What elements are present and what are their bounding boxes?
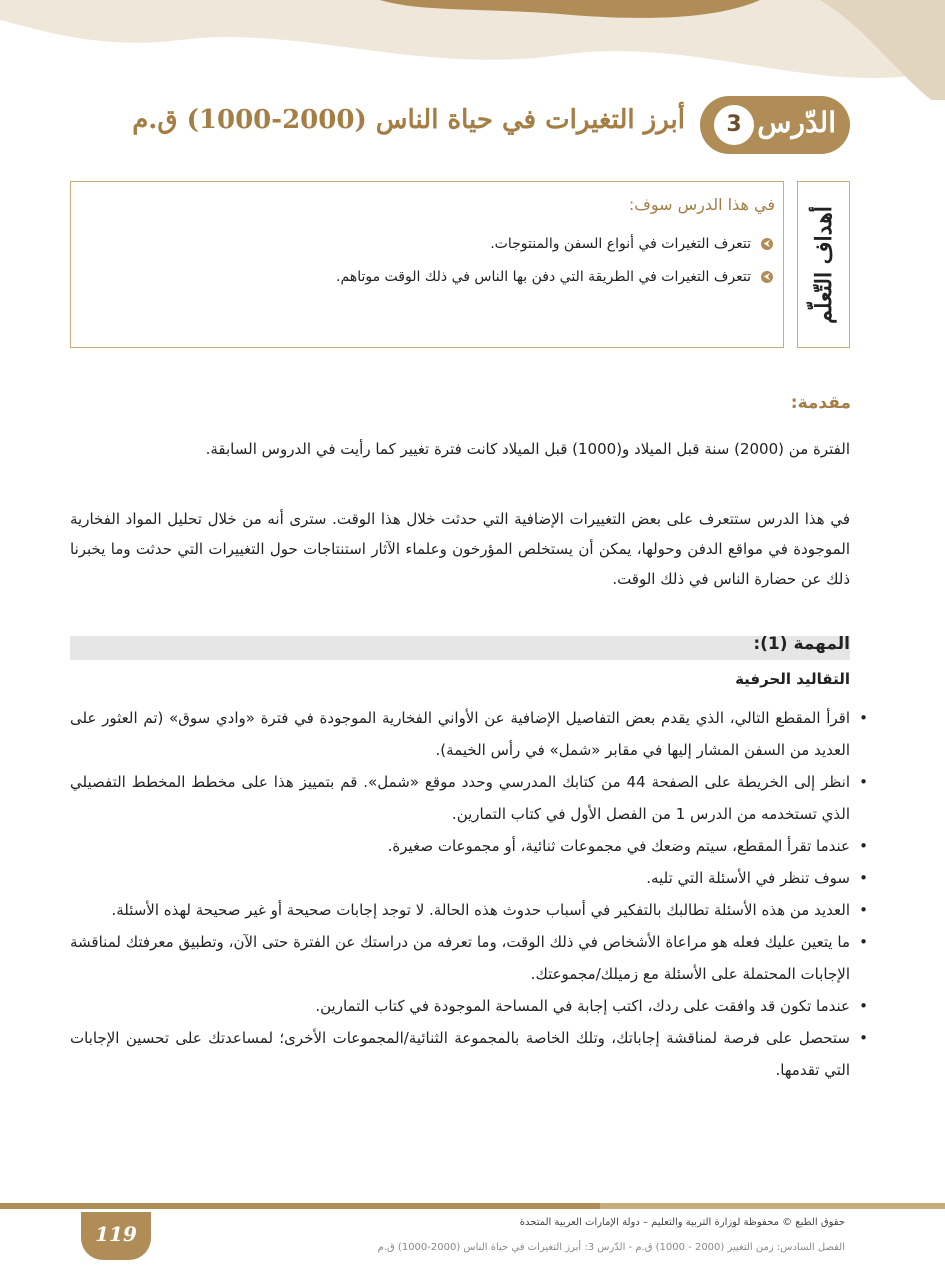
lesson-label: الدّرس bbox=[757, 106, 836, 139]
footer-divider bbox=[0, 1200, 945, 1212]
arrow-bullet-icon: ⮜ bbox=[761, 238, 773, 250]
task-subheading: التقاليد الحرفية bbox=[735, 670, 850, 688]
intro-heading: مقدمة: bbox=[790, 393, 851, 413]
footer-copyright: حقوق الطبع © محفوظة لوزارة التربية والتعليم – دولة الإمارات العربية المتحدة bbox=[519, 1217, 845, 1228]
intro-paragraph: الفترة من (2000) سنة قبل الميلاد و(1000) قبل الميلاد كانت فترة تغيير كما رأيت في الدروس السابقة. bbox=[205, 440, 850, 458]
lesson-label-pill bbox=[700, 96, 850, 154]
header-wave-decoration bbox=[0, 0, 945, 100]
task-heading-bar bbox=[70, 636, 850, 660]
lesson-number: 3 bbox=[714, 105, 754, 145]
footer-chapter-title: الفصل السادس: زمن التغيير (2000 - 1000) ق.م - الدّرس 3: أبرز التغيرات في حياة الناس (2000-1000) ق.م bbox=[377, 1242, 845, 1253]
task-instructions-list bbox=[70, 702, 850, 1086]
intro-paragraph: في هذا الدرس ستتعرف على بعض التغييرات الإضافية التي حدثت خلال هذا الوقت. سترى أنه من خلال تحليل المواد الفخارية الموجودة في مواقع الدفن وحولها، يمكن أن يستخلص المؤرخون وعلماء الآثار استنتاجات حول التغييرات التي حدثت وما يخبرنا ذلك عن حضارة الناس في ذلك الوقت. bbox=[70, 510, 850, 588]
arrow-bullet-icon: ⮜ bbox=[761, 271, 773, 283]
learning-goals-list bbox=[336, 232, 773, 298]
page-number: 119 bbox=[95, 1222, 137, 1246]
list-item: عندما تكون قد وافقت على ردك، اكتب إجابة في المساحة الموجودة في كتاب التمارين. • bbox=[70, 990, 850, 1022]
list-item: ما يتعين عليك فعله هو مراعاة الأشخاص في ذلك الوقت، وما تعرفه من دراستك عن الفترة حتى الآن، وتطبيق معرفتك لمناقشة الإجابات المحتملة على الأسئلة مع زميلك/مجموعتك. • bbox=[70, 926, 850, 990]
list-item: العديد من هذه الأسئلة تطالبك بالتفكير في أسباب حدوث هذه الحالة. لا توجد إجابات صحيحة أو غير صحيحة لهذه الأسئلة. • bbox=[70, 894, 850, 926]
learning-goals-side-label-box bbox=[797, 181, 850, 348]
task-title: المهمة (1): bbox=[753, 634, 850, 654]
learning-goal-item: ⮜تتعرف التغيرات في الطريقة التي دفن بها الناس في ذلك الوقت موتاهم. bbox=[336, 265, 773, 298]
learning-goal-item: ⮜تتعرف التغيرات في أنواع السفن والمنتوجات. bbox=[336, 232, 773, 265]
list-item: عندما تقرأ المقطع، سيتم وضعك في مجموعات ثنائية، أو مجموعات صغيرة. • bbox=[70, 830, 850, 862]
learning-goals-label: أهداف التّعلّم bbox=[810, 205, 837, 324]
page-number-tab bbox=[81, 1212, 151, 1260]
learning-goals-heading: في هذا الدرس سوف: bbox=[628, 195, 775, 214]
learning-goals-box bbox=[70, 181, 784, 348]
list-item: ستحصل على فرصة لمناقشة إجاباتك، وتلك الخاصة بالمجموعة الثنائية/المجموعات الأخرى؛ لمساعدتك على تحسين الإجابات التي تقدمها. • bbox=[70, 1022, 850, 1086]
list-item: اقرأ المقطع التالي، الذي يقدم بعض التفاصيل الإضافية عن الأواني الفخارية الموجودة في فترة «وادي سوق» (تم العثور على العديد من السفن المشار إليها في مقابر «شمل» في رأس الخيمة). • bbox=[70, 702, 850, 766]
list-item: سوف تنظر في الأسئلة التي تليه. • bbox=[70, 862, 850, 894]
lesson-title: أبرز التغيرات في حياة الناس (2000-1000) ق.م bbox=[132, 105, 685, 135]
lesson-header bbox=[132, 93, 850, 158]
list-item: انظر إلى الخريطة على الصفحة 44 من كتابك المدرسي وحدد موقع «شمل». قم بتمييز هذا على مخطط المخطط التفصيلي الذي تستخدمه من الدرس 1 من الفصل الأول في كتاب التمارين. • bbox=[70, 766, 850, 830]
